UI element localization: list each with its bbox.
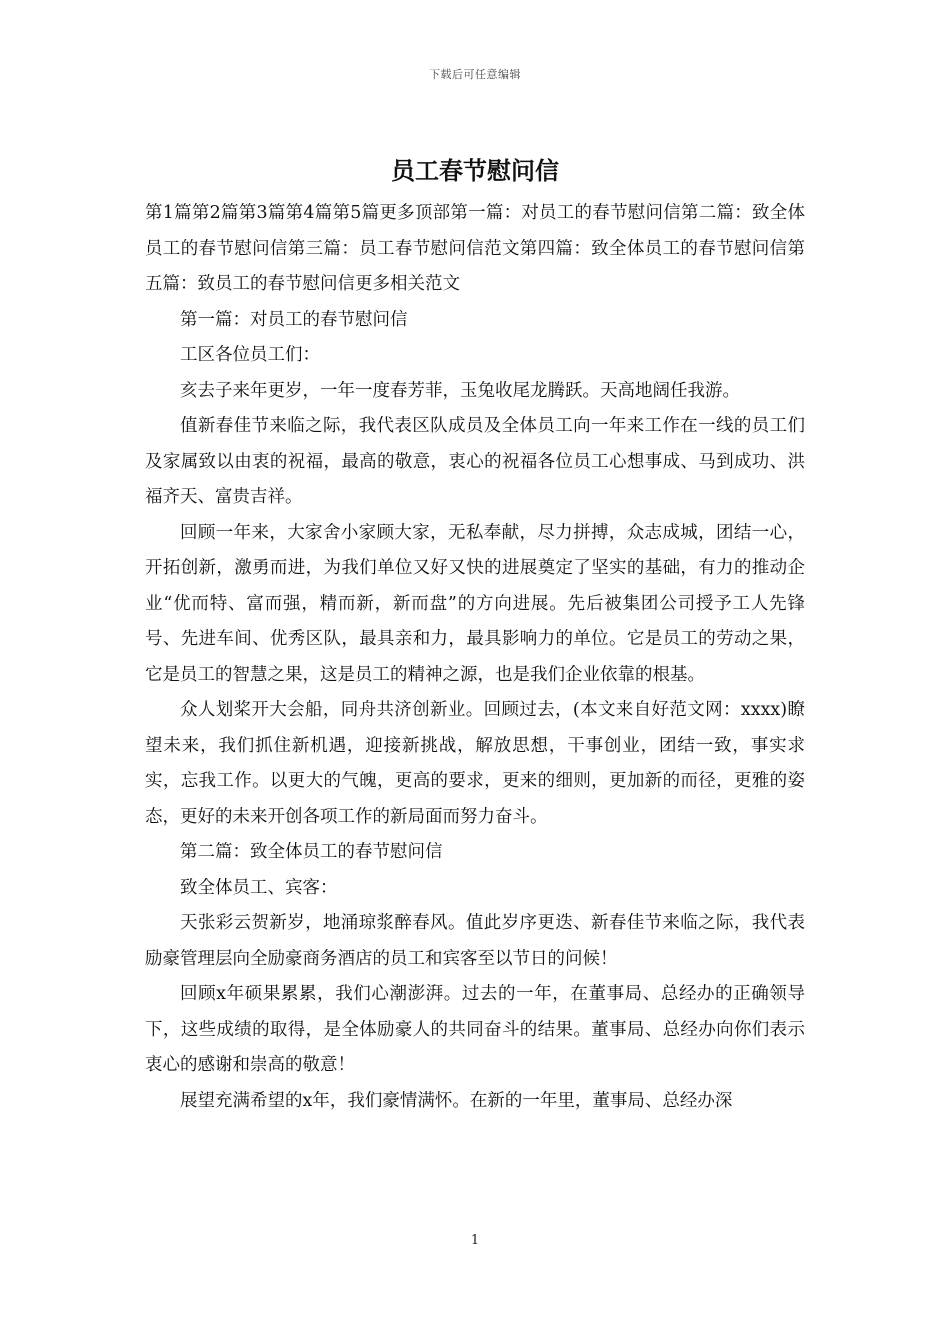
body-paragraph: 回顾一年来，大家舍小家顾大家，无私奉献，尽力拼搏，众志成城，团结一心，开拓创新，激勇而进，为我们单位又好又快的进展奠定了坚实的基础，有力的推动企业“优而特、富而强，精而新，新而盘”的方向进展。先后被集团公司授予工人先锋号、先进车间、优秀区队，最具亲和力，最具影响力的单位。它是员工的劳动之果，它是员工的智慧之果，这是员工的精神之源，也是我们企业依靠的根基。 xyxy=(145,522,805,685)
body-paragraph: 亥去子来年更岁，一年一度春芳菲，玉兔收尾龙腾跃。天高地阔任我游。 xyxy=(180,380,740,401)
section-heading-2: 第二篇：致全体员工的春节慰问信 xyxy=(180,842,443,862)
section-heading-1: 第一篇：对员工的春节慰问信 xyxy=(180,309,408,330)
body-paragraph: 众人划桨开大会船，同舟共济创新业。回顾过去，(本文来自好范文网：xxxx)瞭望未来，我们抓住新机遇，迎接新挑战，解放思想，干事创业，团结一致，事实求实，忘我工作。以更大的气魄，更高的要求，更来的细则，更加新的而径，更雅的姿态，更好的未来开创各项工作的新局面而努力奋斗。 xyxy=(145,700,805,827)
page-number: 1 xyxy=(470,1233,480,1248)
body-paragraph: 展望充满希望的x年，我们豪情满怀。在新的一年里，董事局、总经办深 xyxy=(180,1090,733,1111)
salutation-2: 致全体员工、宾客： xyxy=(180,877,338,898)
table-of-contents-paragraph: 第1篇第2篇第3篇第4篇第5篇更多顶部第一篇：对员工的春节慰问信第二篇：致全体员工的春节慰问信第三篇：员工春节慰问信范文第四篇：致全体员工的春节慰问信第五篇：致员工的春节慰问信更多相关范文 xyxy=(145,203,805,294)
body-paragraph: 回顾x年硕果累累，我们心潮澎湃。过去的一年，在董事局、总经办的正确领导下，这些成绩的取得，是全体励豪人的共同奋斗的结果。董事局、总经办向你们表示衷心的感谢和崇高的敬意！ xyxy=(145,984,805,1075)
body-paragraph: 值新春佳节来临之际，我代表区队成员及全体员工向一年来工作在一线的员工们及家属致以由衷的祝福，最高的敬意，衷心的祝福各位员工心想事成、马到成功、洪福齐天、富贵吉祥。 xyxy=(145,416,805,507)
document-body xyxy=(145,196,805,1119)
salutation-1: 工区各位员工们： xyxy=(180,345,320,365)
document-title: 员工春节慰问信 xyxy=(391,156,559,185)
body-paragraph: 天张彩云贺新岁，地涌琼浆醉春风。值此岁序更迭、新春佳节来临之际，我代表励豪管理层向全励豪商务酒店的员工和宾客至以节日的问候！ xyxy=(145,913,805,969)
header-note: 下载后可任意编辑 xyxy=(429,68,521,81)
